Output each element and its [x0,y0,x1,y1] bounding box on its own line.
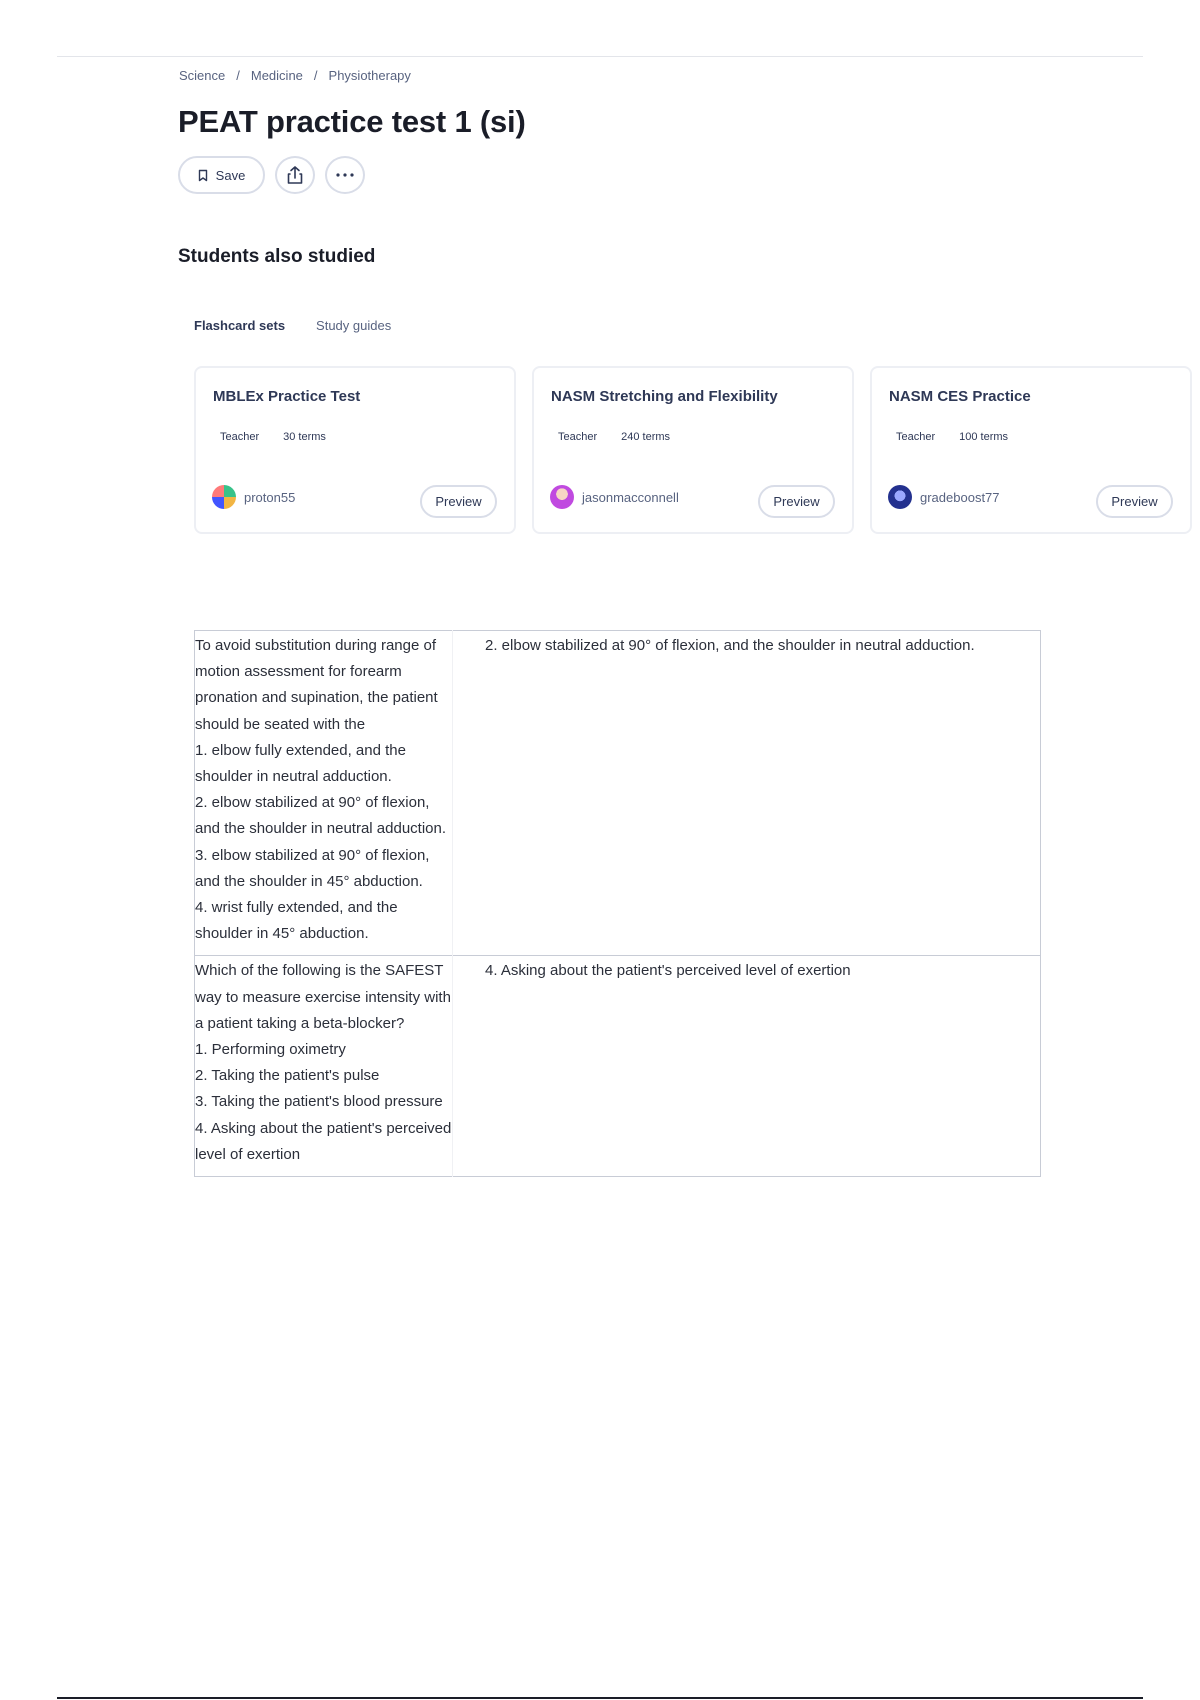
card-author[interactable] [550,485,679,509]
avatar [888,485,912,509]
card-username: jasonmacconnell [582,489,679,505]
section-title: Students also studied [178,246,376,267]
avatar [550,485,574,509]
breadcrumb-separator: / [313,68,318,83]
flashcard-terms-table [194,630,1041,1177]
top-divider [57,56,1143,57]
share-button[interactable] [275,156,315,194]
term-cell: Which of the following is the SAFEST way to measure exercise intensity with a patient taking a beta-blocker? 1. Performing oximetry 2. Taking the patient's pulse 3. Taking the patient's blood pressure 4. Asking about the patient's perceived level of exertion [195,956,453,1177]
card-title: NASM Stretching and Flexibility [551,388,778,405]
card-meta [220,431,326,443]
card-role: Teacher [558,431,598,443]
study-set-card[interactable] [194,366,516,534]
study-set-card[interactable] [532,366,854,534]
tab-study-guides[interactable]: Study guides [316,318,392,333]
card-terms-count: 30 terms [283,431,326,443]
more-options-button[interactable] [325,156,365,194]
tab-flashcard-sets[interactable]: Flashcard sets [194,318,286,333]
definition-cell: 4. Asking about the patient's perceived level of exertion [485,962,851,980]
card-terms-count: 100 terms [959,431,1009,443]
action-bar [178,156,365,194]
card-terms-count: 240 terms [621,431,671,443]
bookmark-icon [198,169,208,182]
bottom-divider [57,1697,1143,1699]
more-horizontal-icon [335,172,355,178]
card-meta [558,431,670,443]
term-cell: To avoid substitution during range of motion assessment for forearm pronation and supination, the patient should be seated with the 1. elbow fully extended, and the shoulder in neutral adduction. 2. elbow stabilized at 90° of flexion, and the shoulder in neutral adduction. 3. elbow stabilized at 90° of flexion, and the shoulder in 45° abduction. 4. wrist fully extended, and the shoulder in 45° abduction. [195,631,453,956]
breadcrumb-separator: / [236,68,240,83]
preview-button[interactable]: Preview [1096,485,1173,518]
card-author[interactable] [888,485,1000,509]
card-role: Teacher [896,431,936,443]
avatar [212,485,236,509]
breadcrumb [179,68,411,83]
card-title: NASM CES Practice [889,388,1031,405]
card-role: Teacher [220,431,260,443]
card-meta [896,431,1008,443]
study-tabs [194,318,391,333]
preview-button[interactable]: Preview [420,485,497,518]
preview-button[interactable]: Preview [758,485,835,518]
table-row [195,956,1041,1177]
card-author[interactable] [212,485,295,509]
share-icon [286,165,304,185]
related-sets-carousel [194,366,1158,536]
card-title: MBLEx Practice Test [213,388,361,405]
definition-cell: 2. elbow stabilized at 90° of flexion, and the shoulder in neutral adduction. [485,637,975,654]
study-set-card[interactable] [870,366,1192,534]
page-title: PEAT practice test 1 (si) [178,104,526,139]
breadcrumb-item-science[interactable]: Science [179,68,226,83]
save-button-label: Save [215,167,246,183]
save-button[interactable] [178,156,265,194]
breadcrumb-item-medicine[interactable]: Medicine [250,68,303,83]
card-username: proton55 [244,489,296,505]
breadcrumb-item-physiotherapy[interactable]: Physiotherapy [328,68,411,83]
card-username: gradeboost77 [920,489,1000,505]
table-row [195,631,1041,956]
